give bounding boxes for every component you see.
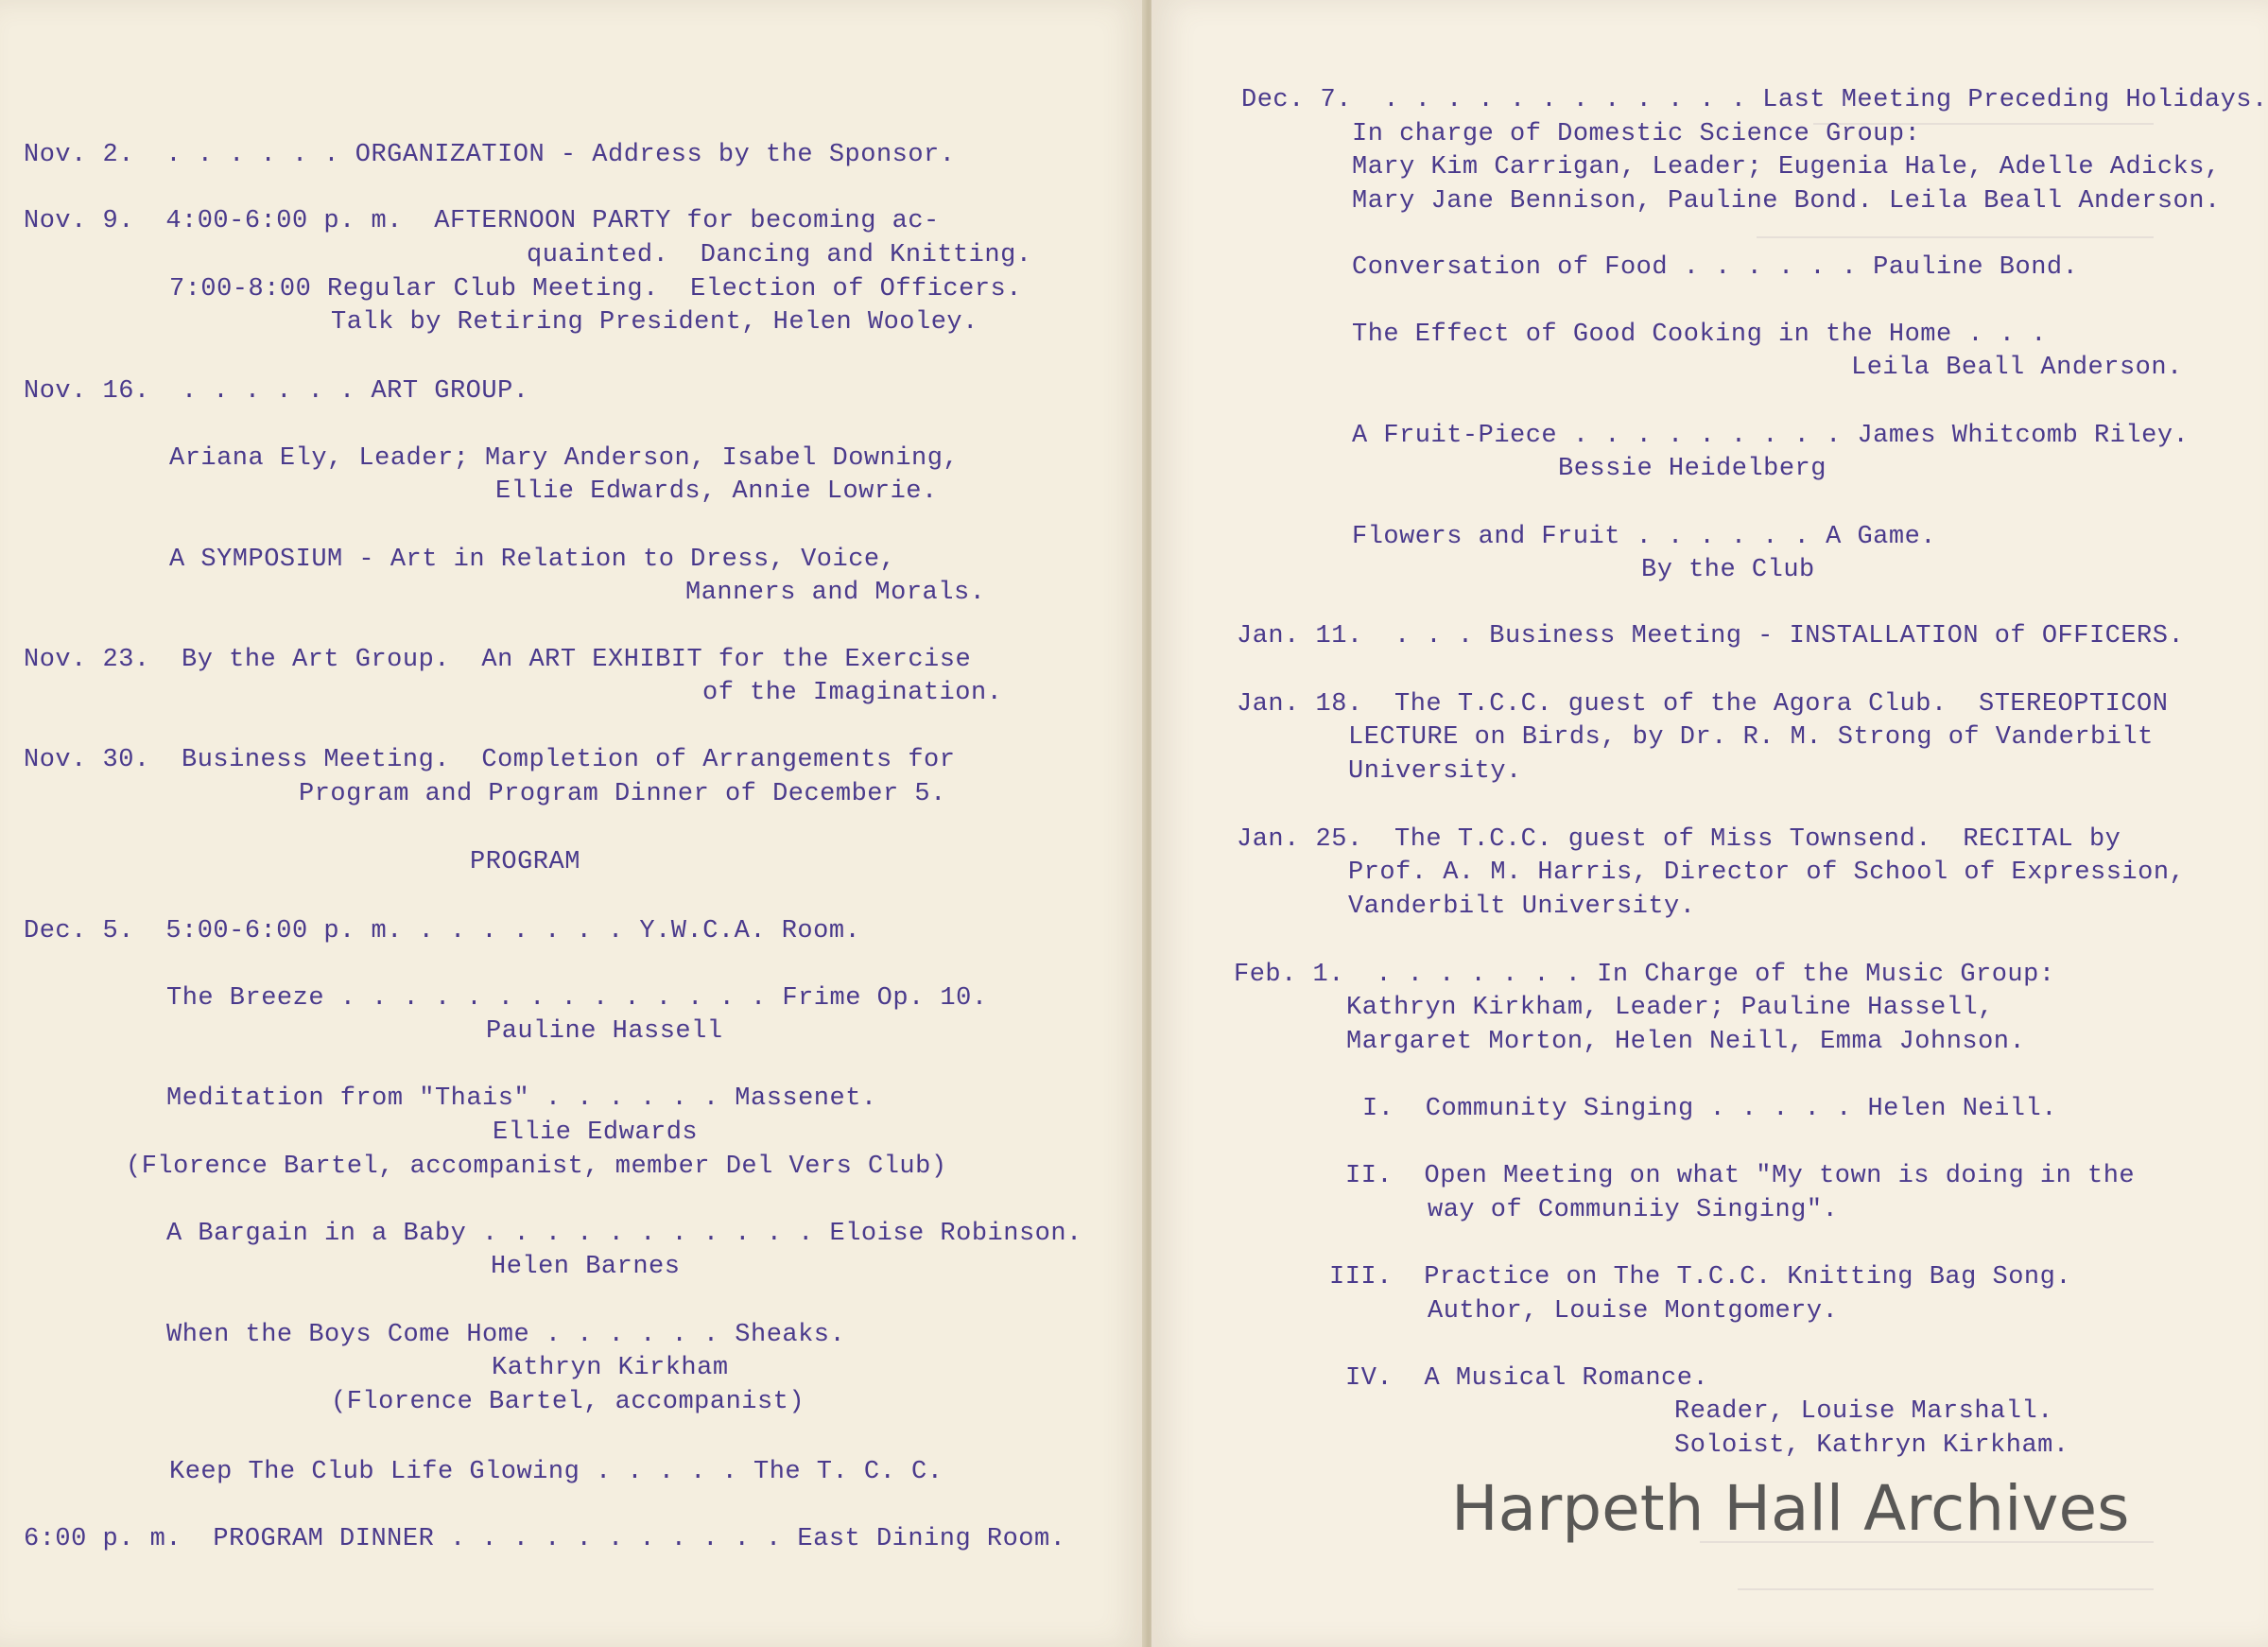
line: Ellie Edwards, Annie Lowrie. — [495, 477, 938, 506]
line: Kathryn Kirkham, Leader; Pauline Hassell, — [1346, 994, 1994, 1022]
line: Jan. 25. The T.C.C. guest of Miss Townsend. RECITAL by — [1237, 825, 2121, 854]
line: Mary Jane Bennison, Pauline Bond. Leila Beall Anderson. — [1352, 187, 2221, 216]
line: Nov. 30. Business Meeting. Completion of Arrangements for — [24, 746, 956, 774]
line: Leila Beall Anderson. — [1851, 354, 2183, 382]
line: Dec. 5. 5:00-6:00 p. m. . . . . . . . Y.W.C.A. Room. — [24, 917, 861, 945]
line: Prof. A. M. Harris, Director of School of Expression, — [1348, 858, 2186, 887]
line: Kathryn Kirkham — [492, 1354, 729, 1382]
line: By the Club — [1641, 556, 1815, 584]
right-page — [1151, 0, 2268, 1647]
line: Margaret Morton, Helen Neill, Emma Johnson. — [1346, 1028, 2026, 1056]
line: Nov. 9. 4:00-6:00 p. m. AFTERNOON PARTY for becoming ac- — [24, 207, 940, 235]
line: Nov. 16. . . . . . . ART GROUP. — [24, 377, 529, 406]
line: quainted. Dancing and Knitting. — [527, 241, 1032, 269]
line: Mary Kim Carrigan, Leader; Eugenia Hale, Adelle Adicks, — [1352, 153, 2221, 182]
line: of the Imagination. — [702, 679, 1003, 707]
bleed-through-mark — [1813, 123, 2154, 125]
line: Manners and Morals. — [685, 579, 986, 607]
line: Dec. 7. . . . . . . . . . . . . Last Meeting Preceding Holidays. — [1241, 86, 2268, 114]
line: way of Communiiy Singing". — [1428, 1196, 1839, 1224]
line: The Effect of Good Cooking in the Home . . . — [1352, 321, 2047, 349]
bleed-through-mark — [1757, 236, 2154, 238]
line: Nov. 23. By the Art Group. An ART EXHIBIT for the Exercise — [24, 646, 972, 674]
line: A Bargain in a Baby . . . . . . . . . . . Eloise Robinson. — [166, 1220, 1082, 1248]
line: A SYMPOSIUM - Art in Relation to Dress, Voice, — [169, 546, 896, 574]
line: Author, Louise Montgomery. — [1428, 1297, 1839, 1326]
line: Jan. 18. The T.C.C. guest of the Agora Club. STEREOPTICON — [1237, 690, 2169, 719]
line: Program and Program Dinner of December 5. — [299, 780, 946, 808]
bleed-through-mark — [1738, 1588, 2154, 1590]
program-heading: PROGRAM — [470, 848, 580, 876]
line: 6:00 p. m. PROGRAM DINNER . . . . . . . . . . . East Dining Room. — [24, 1525, 1066, 1553]
line: The Breeze . . . . . . . . . . . . . . Frime Op. 10. — [166, 984, 988, 1013]
line: Talk by Retiring President, Helen Wooley. — [331, 308, 978, 337]
line: A Fruit-Piece . . . . . . . . . James Whitcomb Riley. — [1352, 422, 2190, 450]
line: (Florence Bartel, accompanist) — [331, 1388, 805, 1416]
line: Feb. 1. . . . . . . . In Charge of the Music Group: — [1234, 961, 2055, 989]
line: When the Boys Come Home . . . . . . Sheaks. — [166, 1321, 846, 1349]
line: Keep The Club Life Glowing . . . . . The T. C. C. — [169, 1458, 944, 1486]
line: LECTURE on Birds, by Dr. R. M. Strong of Vanderbilt — [1348, 723, 2154, 752]
line: (Florence Bartel, accompanist, member Del Vers Club) — [126, 1153, 947, 1181]
archive-watermark: Harpeth Hall Archives — [1451, 1472, 2130, 1545]
line: Soloist, Kathryn Kirkham. — [1674, 1431, 2069, 1460]
line: Jan. 11. . . . Business Meeting - INSTALLATION of OFFICERS. — [1237, 622, 2185, 650]
line: Meditation from "Thais" . . . . . . Massenet. — [166, 1084, 877, 1113]
line: Nov. 2. . . . . . . ORGANIZATION - Address by the Sponsor. — [24, 141, 956, 169]
line: Vanderbilt University. — [1348, 893, 1696, 921]
line: II. Open Meeting on what "My town is doing in the — [1345, 1162, 2136, 1190]
line: 7:00-8:00 Regular Club Meeting. Election of Officers. — [169, 275, 1022, 303]
line: Reader, Louise Marshall. — [1674, 1397, 2053, 1426]
line: Helen Barnes — [491, 1253, 681, 1281]
line: III. Practice on The T.C.C. Knitting Bag Song. — [1329, 1263, 2072, 1292]
line: I. Community Singing . . . . . Helen Neill. — [1362, 1095, 2057, 1123]
line: IV. A Musical Romance. — [1345, 1364, 1709, 1393]
line: Ellie Edwards — [493, 1118, 699, 1147]
line: Pauline Hassell — [486, 1017, 723, 1046]
line: In charge of Domestic Science Group: — [1352, 120, 1921, 148]
line: Bessie Heidelberg — [1558, 455, 1827, 483]
line: Flowers and Fruit . . . . . . A Game. — [1352, 523, 1936, 551]
line: Conversation of Food . . . . . . Pauline Bond. — [1352, 253, 2079, 282]
line: University. — [1348, 757, 1522, 786]
line: Ariana Ely, Leader; Mary Anderson, Isabel Downing, — [169, 444, 960, 473]
